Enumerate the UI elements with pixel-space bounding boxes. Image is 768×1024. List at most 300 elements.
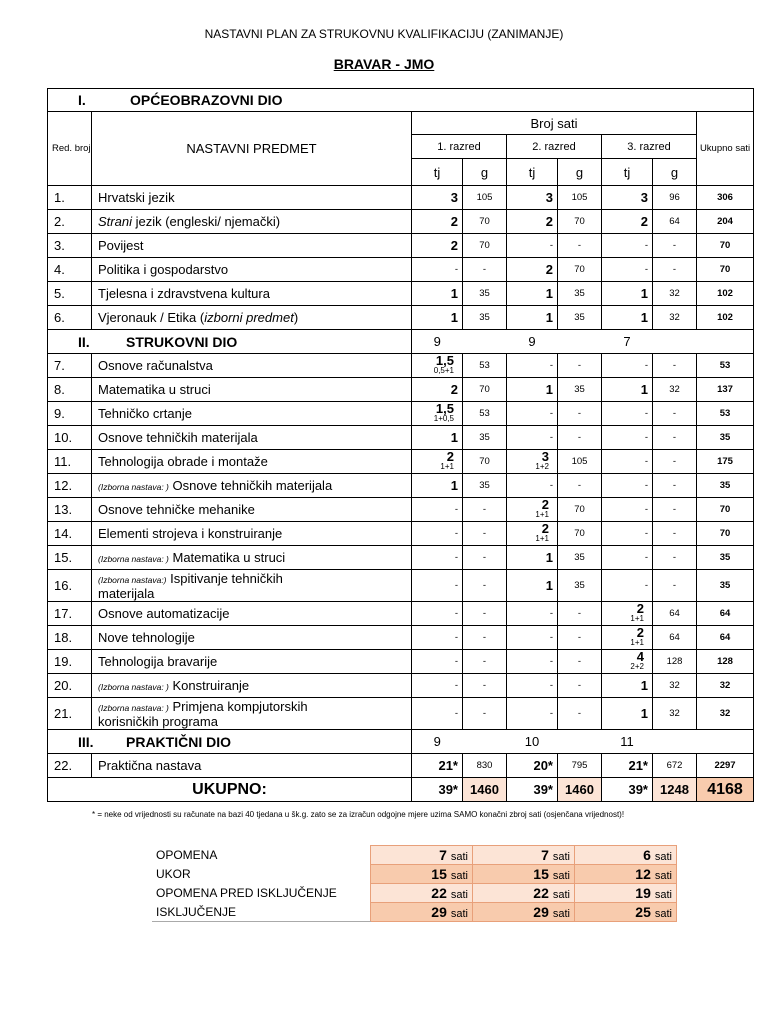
table-row — [48, 186, 754, 210]
row-number: 19. — [48, 650, 92, 674]
table-row — [48, 754, 754, 778]
cell-t2: - — [507, 402, 558, 426]
cell-t3: - — [602, 522, 653, 546]
subject-text: Osnove računalstva — [98, 358, 213, 373]
row-total: 35 — [697, 546, 754, 570]
table-row — [48, 546, 754, 570]
subject-text: Ispitivanje tehničkih — [166, 570, 283, 586]
total-ukupno: 4168 — [697, 778, 754, 802]
penalty-unit: sati — [552, 851, 570, 863]
row-number: 1. — [48, 186, 92, 210]
subject-name — [92, 570, 412, 602]
cell-t1 — [412, 354, 463, 378]
cell-g3: - — [653, 234, 697, 258]
row-number: 13. — [48, 498, 92, 522]
section-header-1 — [48, 89, 754, 112]
row-total: 70 — [697, 522, 754, 546]
col-g: g — [463, 159, 507, 186]
cell-t3: - — [602, 402, 653, 426]
table-row — [48, 378, 754, 402]
penalty-unit: sati — [552, 889, 570, 901]
hours-split: 1+1 — [535, 533, 549, 543]
row-total: 128 — [697, 650, 754, 674]
subject-name — [92, 234, 412, 258]
penalty-unit: sati — [450, 889, 468, 901]
table-row — [48, 626, 754, 650]
row-number: 3. — [48, 234, 92, 258]
cell-g2: - — [558, 674, 602, 698]
cell-g3: 32 — [653, 674, 697, 698]
cell-g2: - — [558, 426, 602, 450]
hours-split: 0,5+1 — [433, 365, 454, 375]
cell-t1: - — [412, 546, 463, 570]
subject-text: Tehnologija bravarije — [98, 654, 218, 669]
hours-split: 2+2 — [630, 661, 644, 671]
cell-g1: 35 — [463, 282, 507, 306]
col-g: g — [653, 159, 697, 186]
row-number: 21. — [48, 698, 92, 730]
cell-g1: - — [463, 698, 507, 730]
penalty-hours: 29 — [431, 904, 447, 920]
table-row — [48, 674, 754, 698]
total-t3: 39* — [602, 778, 653, 802]
cell-g3: 672 — [653, 754, 697, 778]
subject-name — [92, 546, 412, 570]
hours-week: 2 — [636, 601, 644, 616]
subject-text: Vjeronauk / Etika ( — [98, 310, 205, 325]
weeks-r2: 10 — [507, 730, 558, 754]
cell-t2: - — [507, 650, 558, 674]
row-number: 6. — [48, 306, 92, 330]
row-total: 64 — [697, 602, 754, 626]
total-row — [48, 778, 754, 802]
table-row — [48, 522, 754, 546]
cell-g3: - — [653, 426, 697, 450]
cell-t3: 21* — [602, 754, 653, 778]
cell-t2: - — [507, 602, 558, 626]
cell-t2: - — [507, 698, 558, 730]
cell-t3: 3 — [602, 186, 653, 210]
row-total: 53 — [697, 354, 754, 378]
cell-t2 — [507, 522, 558, 546]
subject-name — [92, 650, 412, 674]
cell-g2: - — [558, 234, 602, 258]
cell-g1: 53 — [463, 402, 507, 426]
table-row — [48, 698, 754, 730]
section-name: PRAKTIČNI DIO — [126, 733, 231, 750]
subject-text: Primjena kompjutorskih — [168, 698, 308, 714]
penalty-value — [473, 903, 575, 922]
col-tj: tj — [602, 159, 653, 186]
row-total: 70 — [697, 498, 754, 522]
subject-name — [92, 602, 412, 626]
penalty-unit: sati — [552, 870, 570, 882]
cell-t2: 2 — [507, 210, 558, 234]
col-ukupno: Ukupno sati — [697, 112, 754, 186]
row-number: 9. — [48, 402, 92, 426]
penalty-hours: 15 — [431, 866, 447, 882]
cell-g3: 32 — [653, 306, 697, 330]
cell-t3: - — [602, 546, 653, 570]
cell-t2: 1 — [507, 282, 558, 306]
cell-t3: - — [602, 258, 653, 282]
table-row — [48, 450, 754, 474]
subject-text: Politika i gospodarstvo — [98, 262, 229, 277]
cell-g3: - — [653, 402, 697, 426]
penalty-unit: sati — [450, 870, 468, 882]
penalty-value — [371, 884, 473, 903]
row-number: 4. — [48, 258, 92, 282]
table-row — [48, 650, 754, 674]
cell-t3: 2 — [602, 210, 653, 234]
penalty-value — [575, 865, 677, 884]
row-total: 70 — [697, 234, 754, 258]
subject-name — [92, 354, 412, 378]
col-razred-3: 3. razred — [602, 135, 697, 159]
cell-g3: 64 — [653, 626, 697, 650]
cell-t2: - — [507, 354, 558, 378]
subject-name — [92, 698, 412, 730]
section-roman: I. — [78, 92, 86, 108]
cell-g1: 53 — [463, 354, 507, 378]
cell-t2: 3 — [507, 186, 558, 210]
penalty-row — [152, 846, 677, 865]
subject-name — [92, 498, 412, 522]
cell-g2: 105 — [558, 186, 602, 210]
subject-name — [92, 522, 412, 546]
subject-text: Konstruiranje — [168, 678, 250, 693]
table-row — [48, 426, 754, 450]
cell-g1: - — [463, 674, 507, 698]
cell-g2: 105 — [558, 450, 602, 474]
cell-g2: 35 — [558, 546, 602, 570]
total-g3: 1248 — [653, 778, 697, 802]
table-row — [48, 210, 754, 234]
cell-g3: 64 — [653, 210, 697, 234]
penalty-hours: 12 — [635, 866, 651, 882]
row-total: 32 — [697, 698, 754, 730]
penalty-label: OPOMENA — [156, 848, 218, 862]
penalty-value — [575, 846, 677, 865]
cell-g1: - — [463, 498, 507, 522]
subject-name — [92, 674, 412, 698]
cell-t1: 1 — [412, 426, 463, 450]
subject-name — [92, 282, 412, 306]
document-subtitle: BRAVAR - JMO — [333, 56, 435, 72]
table-row — [48, 602, 754, 626]
cell-g2: - — [558, 650, 602, 674]
col-tj: tj — [412, 159, 463, 186]
penalty-unit: sati — [654, 870, 672, 882]
hours-split: 1+1 — [440, 461, 454, 471]
table-row — [48, 282, 754, 306]
cell-t2: 2 — [507, 258, 558, 282]
hours-week: 2 — [446, 449, 454, 464]
col-razred-2: 2. razred — [507, 135, 602, 159]
table-row — [48, 498, 754, 522]
penalty-hours: 29 — [533, 904, 549, 920]
hours-week: 1,5 — [435, 353, 454, 368]
cell-g3: - — [653, 570, 697, 602]
row-number: 18. — [48, 626, 92, 650]
col-g: g — [558, 159, 602, 186]
row-number: 16. — [48, 570, 92, 602]
cell-g3: 32 — [653, 698, 697, 730]
cell-g3: 128 — [653, 650, 697, 674]
header-row — [48, 112, 754, 135]
cell-t3: 1 — [602, 282, 653, 306]
cell-t3: 1 — [602, 306, 653, 330]
cell-t1: - — [412, 602, 463, 626]
row-total: 2297 — [697, 754, 754, 778]
section-header-2 — [48, 330, 754, 354]
row-total: 35 — [697, 474, 754, 498]
weeks-r1: 9 — [412, 330, 463, 354]
cell-g1: 70 — [463, 234, 507, 258]
cell-g1: 35 — [463, 426, 507, 450]
cell-g2: 70 — [558, 258, 602, 282]
total-g2: 1460 — [558, 778, 602, 802]
row-total: 137 — [697, 378, 754, 402]
hours-week: 1,5 — [435, 401, 454, 416]
cell-t3 — [602, 626, 653, 650]
cell-t3: - — [602, 426, 653, 450]
row-total: 53 — [697, 402, 754, 426]
penalty-value — [473, 865, 575, 884]
row-number: 12. — [48, 474, 92, 498]
cell-t2: - — [507, 674, 558, 698]
cell-t1: - — [412, 570, 463, 602]
penalty-value — [473, 846, 575, 865]
penalty-row — [152, 884, 677, 903]
cell-t3: - — [602, 354, 653, 378]
cell-g1: - — [463, 546, 507, 570]
subject-name — [92, 378, 412, 402]
col-red-broj: Red. broj — [48, 112, 92, 186]
table-row — [48, 402, 754, 426]
section-roman: III. — [78, 733, 94, 750]
table-row — [48, 306, 754, 330]
cell-t1: 1 — [412, 306, 463, 330]
subject-name — [92, 210, 412, 234]
subject-prefix: (Izborna nastava: ) — [98, 482, 169, 492]
subject-line2: materijala — [98, 585, 155, 601]
cell-t2: 1 — [507, 378, 558, 402]
penalty-row — [152, 903, 677, 922]
cell-t3: - — [602, 474, 653, 498]
subject-text: Osnove tehničkih materijala — [98, 430, 258, 445]
penalty-unit: sati — [654, 908, 672, 920]
cell-t1: 21* — [412, 754, 463, 778]
row-total: 70 — [697, 258, 754, 282]
cell-g1: 35 — [463, 306, 507, 330]
cell-t3: - — [602, 450, 653, 474]
row-number: 2. — [48, 210, 92, 234]
footnote: * = neke od vrijednosti su računate na bazi 40 tjedana u šk.g. zato se za izračun odgojne mjere uzima SAMO konačni zbroj sati (osjenčana vrijednost)! — [92, 810, 625, 819]
cell-t1 — [412, 450, 463, 474]
cell-t2: - — [507, 626, 558, 650]
penalty-hours: 7 — [541, 847, 549, 863]
cell-t1: 2 — [412, 378, 463, 402]
hours-split: 1+2 — [535, 461, 549, 471]
cell-g3: 32 — [653, 282, 697, 306]
hours-week: 3 — [541, 449, 549, 464]
cell-g1: 105 — [463, 186, 507, 210]
subject-text: Matematika u struci — [168, 550, 286, 565]
cell-g2: - — [558, 474, 602, 498]
row-number: 20. — [48, 674, 92, 698]
hours-week: 2 — [541, 521, 549, 536]
penalty-value — [371, 865, 473, 884]
hours-week: 4 — [636, 649, 644, 664]
hours-split: 1+0,5 — [433, 413, 454, 423]
section-roman: II. — [78, 333, 90, 350]
cell-t3: 1 — [602, 674, 653, 698]
table-row — [48, 570, 754, 602]
penalty-value — [473, 884, 575, 903]
subject-prefix: (Izborna nastava: ) — [98, 554, 169, 564]
table-row — [48, 258, 754, 282]
penalty-table — [152, 845, 677, 922]
hours-split: 1+1 — [630, 637, 644, 647]
penalty-hours: 22 — [431, 885, 447, 901]
cell-g2: - — [558, 602, 602, 626]
subject-text: Tehničko crtanje — [98, 406, 192, 421]
row-total: 35 — [697, 570, 754, 602]
cell-g2: - — [558, 354, 602, 378]
cell-t1: 1 — [412, 282, 463, 306]
row-total: 102 — [697, 306, 754, 330]
row-total: 306 — [697, 186, 754, 210]
weeks-r2: 9 — [507, 330, 558, 354]
row-total: 32 — [697, 674, 754, 698]
cell-g3: 64 — [653, 602, 697, 626]
cell-t1: - — [412, 650, 463, 674]
row-number: 17. — [48, 602, 92, 626]
hours-week: 2 — [636, 625, 644, 640]
cell-g1: 70 — [463, 210, 507, 234]
cell-t1: - — [412, 498, 463, 522]
cell-g1: 70 — [463, 450, 507, 474]
cell-t1 — [412, 402, 463, 426]
cell-g2: - — [558, 402, 602, 426]
penalty-label: ISKLJUČENJE — [152, 903, 371, 922]
cell-t2: 20* — [507, 754, 558, 778]
cell-t2: - — [507, 234, 558, 258]
cell-g2: 35 — [558, 282, 602, 306]
subject-end: ) — [293, 310, 299, 325]
col-broj-sati: Broj sati — [412, 112, 697, 135]
section-name: STRUKOVNI DIO — [126, 333, 238, 350]
total-t2: 39* — [507, 778, 558, 802]
subject-text: Osnove tehničke mehanike — [98, 502, 255, 517]
penalty-hours: 15 — [533, 866, 549, 882]
hours-week: 2 — [541, 497, 549, 512]
subject-note: izborni predmet — [204, 310, 294, 325]
penalty-unit: sati — [654, 851, 672, 863]
penalty-unit: sati — [450, 851, 468, 863]
cell-g2: 70 — [558, 210, 602, 234]
cell-t2: - — [507, 474, 558, 498]
subject-line2: korisničkih programa — [98, 713, 218, 729]
cell-g3: 32 — [653, 378, 697, 402]
subject-text: Osnove tehničkih materijala — [168, 478, 333, 493]
subject-name — [92, 306, 412, 330]
subject-prefix: (Izborna nastava: ) — [98, 702, 169, 713]
cell-t3: 1 — [602, 378, 653, 402]
subject-text: Nove tehnologije — [98, 630, 195, 645]
cell-g3: - — [653, 498, 697, 522]
cell-g1: - — [463, 570, 507, 602]
curriculum-table — [47, 88, 754, 802]
subject-name — [92, 626, 412, 650]
row-total: 204 — [697, 210, 754, 234]
cell-t3: - — [602, 570, 653, 602]
cell-t3: - — [602, 234, 653, 258]
subject-prefix: Strani — [98, 214, 132, 229]
cell-g1: 830 — [463, 754, 507, 778]
cell-g2: 35 — [558, 378, 602, 402]
penalty-value — [371, 846, 473, 865]
subject-text: jezik (engleski/ njemački) — [131, 214, 281, 229]
cell-t3 — [602, 602, 653, 626]
cell-g3: - — [653, 546, 697, 570]
subject-name — [92, 474, 412, 498]
cell-t1: 3 — [412, 186, 463, 210]
cell-t2: 1 — [507, 570, 558, 602]
table-row — [48, 474, 754, 498]
cell-g1: - — [463, 626, 507, 650]
weeks-r1: 9 — [412, 730, 463, 754]
cell-t1: 1 — [412, 474, 463, 498]
table-row — [48, 354, 754, 378]
col-predmet: NASTAVNI PREDMET — [92, 112, 412, 186]
cell-g1: 70 — [463, 378, 507, 402]
row-number: 11. — [48, 450, 92, 474]
cell-t2 — [507, 450, 558, 474]
cell-g2: 35 — [558, 306, 602, 330]
row-total: 175 — [697, 450, 754, 474]
cell-g3: 96 — [653, 186, 697, 210]
row-number: 10. — [48, 426, 92, 450]
penalty-value — [371, 903, 473, 922]
cell-g1: - — [463, 522, 507, 546]
penalty-unit: sati — [552, 908, 570, 920]
subject-text: Hrvatski jezik — [98, 190, 175, 205]
subject-text: Povijest — [98, 238, 144, 253]
penalty-row — [152, 865, 677, 884]
cell-t1: 2 — [412, 234, 463, 258]
penalty-hours: 22 — [533, 885, 549, 901]
penalty-label: OPOMENA PRED ISKLJUČENJE — [156, 886, 337, 900]
row-total: 64 — [697, 626, 754, 650]
row-number: 8. — [48, 378, 92, 402]
total-g1: 1460 — [463, 778, 507, 802]
cell-g2: 795 — [558, 754, 602, 778]
cell-g1: - — [463, 602, 507, 626]
cell-t2 — [507, 498, 558, 522]
cell-g3: - — [653, 522, 697, 546]
penalty-hours: 6 — [643, 847, 651, 863]
cell-t1: - — [412, 626, 463, 650]
table-row — [48, 234, 754, 258]
cell-g1: - — [463, 650, 507, 674]
row-number: 7. — [48, 354, 92, 378]
subject-text: Tehnologija obrade i montaže — [98, 454, 268, 469]
cell-g1: - — [463, 258, 507, 282]
cell-t3: 1 — [602, 698, 653, 730]
row-number: 5. — [48, 282, 92, 306]
